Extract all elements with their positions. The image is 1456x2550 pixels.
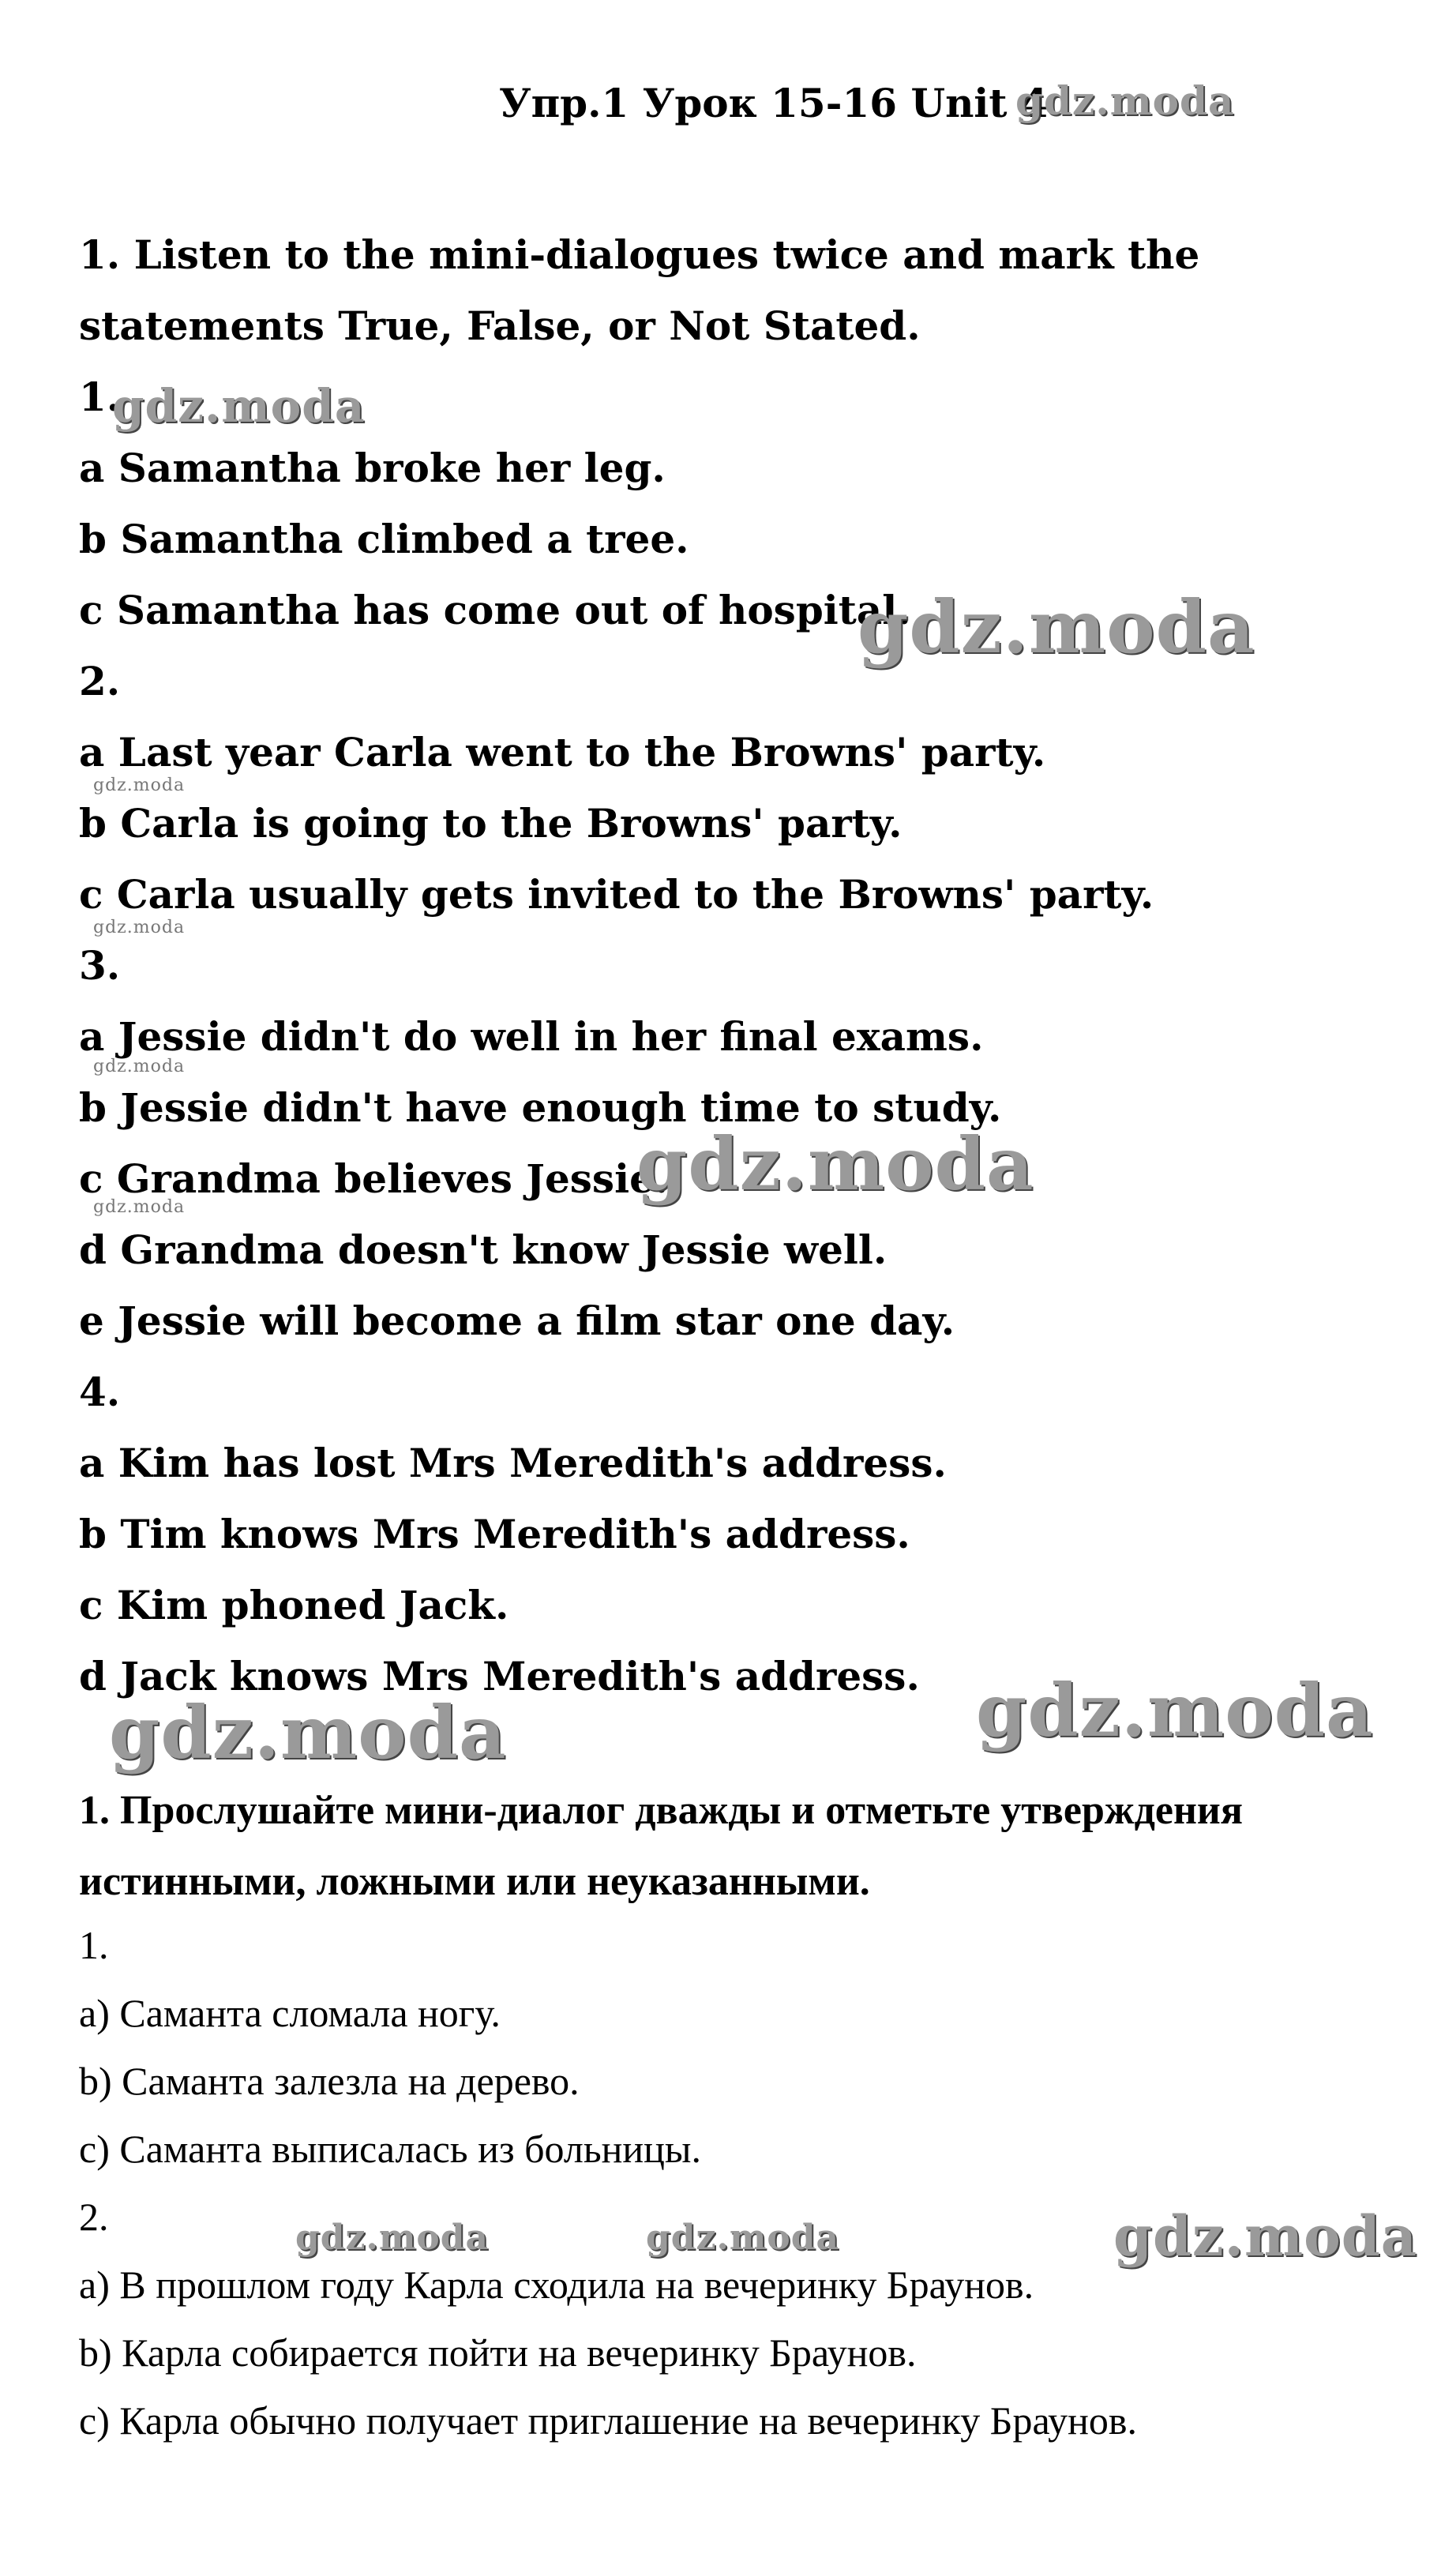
russian-exercise	[79, 1911, 1421, 2454]
russian-line: c) Саманта выписалась из больницы.	[79, 2127, 701, 2171]
watermark: gdz.moda	[93, 776, 186, 795]
english-line: d Jack knows Mrs Meredith's address.	[79, 1653, 920, 1699]
english-line: c Kim phoned Jack.	[79, 1582, 509, 1628]
watermark: gdz.moda	[93, 918, 186, 937]
english-line: 2.	[79, 658, 121, 704]
russian-instruction: 1. Прослушайте мини-диалог дважды и отметьте утверждения истинными, ложными или неуказанными.	[79, 1788, 1244, 1904]
english-line: c Samantha has come out of hospital.	[79, 587, 911, 633]
russian-line: 2.	[79, 2195, 109, 2239]
watermark: gdz.moda	[93, 1057, 186, 1076]
english-exercise	[79, 220, 1421, 1712]
english-line: 3.	[79, 942, 121, 989]
english-line: a Last year Carla went to the Browns' party.	[79, 729, 1046, 776]
watermark: gdz.moda	[857, 584, 1255, 670]
english-instruction: 1. Listen to the mini-dialogues twice and mark the statements True, False, or Not Stated.	[79, 231, 1200, 349]
english-line: c Grandma believes Jessie.	[79, 1155, 669, 1202]
english-line: b Tim knows Mrs Meredith's address.	[79, 1511, 910, 1557]
watermark: gdz.moda	[976, 1668, 1374, 1753]
english-line: a Kim has lost Mrs Meredith's address.	[79, 1440, 947, 1486]
watermark: gdz.moda	[93, 1197, 186, 1217]
english-line: d Grandma doesn't know Jessie well.	[79, 1226, 887, 1273]
english-line: 1.	[79, 374, 121, 420]
watermark: gdz.moda	[646, 2218, 840, 2258]
english-line: e Jessie will become a film star one day.	[79, 1298, 955, 1344]
page-title: Упр.1 Урок 15-16 Unit 4	[499, 80, 1049, 126]
english-line: 4.	[79, 1369, 121, 1415]
watermark: gdz.moda	[109, 1690, 507, 1775]
watermark: gdz.moda	[1015, 77, 1235, 124]
watermark: gdz.moda	[1113, 2203, 1418, 2269]
english-line: a Samantha broke her leg.	[79, 445, 666, 491]
english-line: b Samantha climbed a tree.	[79, 516, 689, 562]
russian-line: 1.	[79, 1923, 109, 1967]
english-line: c Carla usually gets invited to the Browns' party.	[79, 871, 1154, 918]
english-line: b Jessie didn't have enough time to study.	[79, 1084, 1002, 1131]
russian-line: b) Карла собирается пойти на вечеринку Браунов.	[79, 2330, 917, 2375]
russian-line: b) Саманта залезла на дерево.	[79, 2059, 580, 2103]
russian-line: c) Карла обычно получает приглашение на вечеринку Браунов.	[79, 2398, 1137, 2443]
watermark: gdz.moda	[636, 1121, 1034, 1207]
russian-line: a) В прошлом году Карла сходила на вечеринку Браунов.	[79, 2263, 1034, 2307]
english-line: a Jessie didn't do well in her final exams.	[79, 1013, 984, 1060]
watermark: gdz.moda	[112, 379, 366, 433]
russian-line: a) Саманта сломала ногу.	[79, 1991, 501, 2035]
english-line: b Carla is going to the Browns' party.	[79, 800, 902, 847]
watermark: gdz.moda	[295, 2218, 490, 2258]
